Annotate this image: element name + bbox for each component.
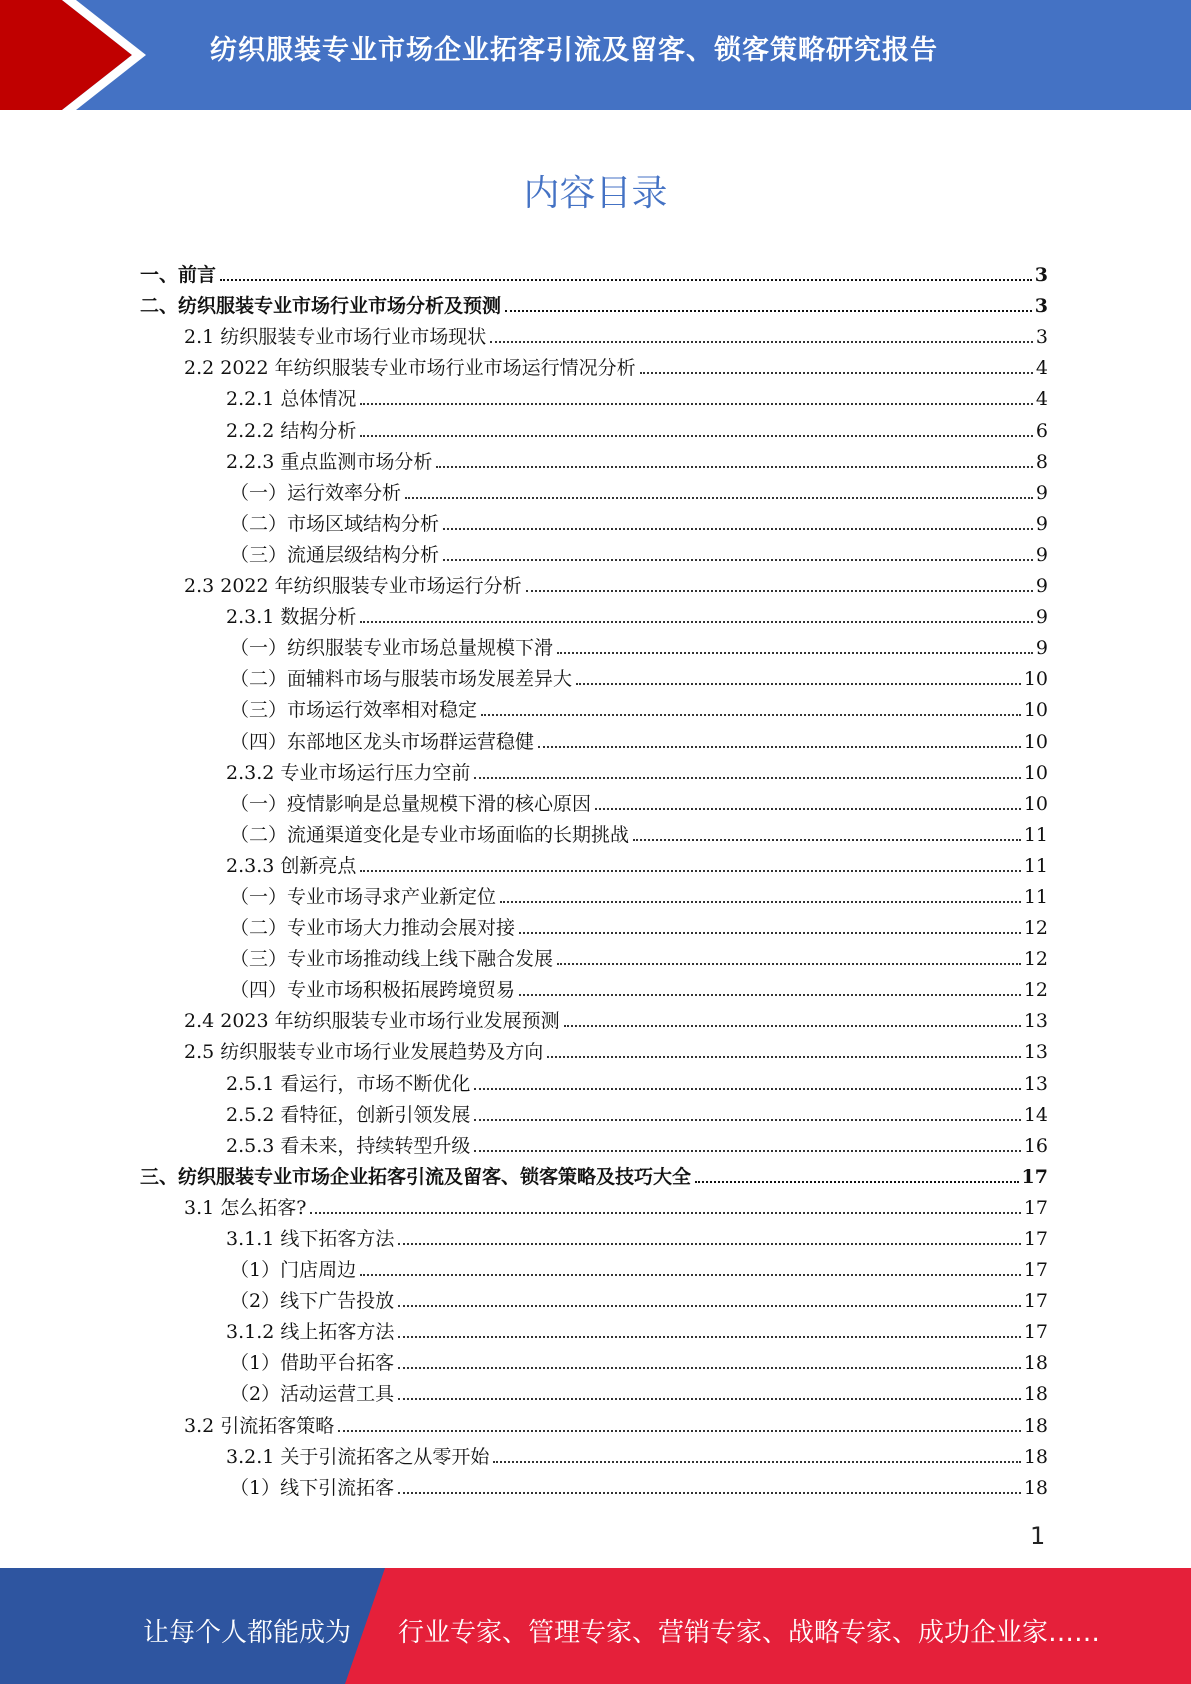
toc-entry-page: 17 (1023, 1196, 1048, 1219)
toc-entry-label: （二）面辅料市场与服装市场发展差异大 (230, 668, 573, 691)
toc-entry-label: 2.3 2022 年纺织服装专业市场运行分析 (184, 575, 522, 598)
toc-entry-label: 2.5.2 看特征，创新引领发展 (226, 1103, 471, 1126)
toc-leader-dots (338, 1430, 1021, 1432)
toc-leader-dots (398, 1243, 1020, 1245)
toc-entry-page: 18 (1023, 1383, 1048, 1406)
toc-entry-label: 2.3.1 数据分析 (226, 606, 357, 629)
toc-leader-dots (360, 403, 1033, 405)
toc-entry-label: 3.1.2 线上拓客方法 (226, 1321, 395, 1344)
toc-entry-page: 10 (1023, 668, 1048, 691)
toc-entry-label: 3.2.1 关于引流拓客之从零开始 (226, 1445, 490, 1468)
toc-entry[interactable] (140, 348, 1048, 379)
toc-entry[interactable] (140, 908, 1048, 939)
page-header (0, 0, 1191, 110)
toc-entry[interactable] (140, 1063, 1048, 1094)
toc-entry-page: 3 (1034, 295, 1048, 318)
toc-entry-page: 9 (1035, 481, 1048, 504)
toc-entry[interactable] (140, 659, 1048, 690)
toc-entry-label: 2.2.2 结构分析 (226, 419, 357, 442)
toc-entry[interactable] (140, 690, 1048, 721)
toc-entry-page: 10 (1023, 792, 1048, 815)
toc-entry-page: 17 (1021, 1165, 1048, 1188)
toc-entry[interactable] (140, 1188, 1048, 1219)
toc-entry-page: 10 (1023, 730, 1048, 753)
toc-entry-label: 2.3.2 专业市场运行压力空前 (226, 761, 471, 784)
toc-entry-page: 9 (1035, 512, 1048, 535)
toc-entry-label: 2.2 2022 年纺织服装专业市场行业市场运行情况分析 (184, 357, 636, 380)
toc-leader-dots (493, 1461, 1020, 1463)
toc-leader-dots (405, 497, 1033, 499)
toc-entry[interactable] (140, 1219, 1048, 1250)
toc-entry[interactable] (140, 410, 1048, 441)
table-of-contents (140, 255, 1048, 1499)
toc-leader-dots (398, 1492, 1021, 1494)
toc-leader-dots (547, 1056, 1021, 1058)
toc-leader-dots (398, 1398, 1021, 1400)
toc-entry-label: 2.1 纺织服装专业市场行业市场现状 (184, 326, 487, 349)
toc-leader-dots (595, 808, 1021, 810)
toc-entry-label: （一）专业市场寻求产业新定位 (230, 885, 497, 908)
toc-entry[interactable] (140, 721, 1048, 752)
toc-entry[interactable] (140, 1126, 1048, 1157)
toc-entry-label: 一、前言 (140, 264, 217, 287)
toc-entry-label: 2.2.3 重点监测市场分析 (226, 450, 433, 473)
toc-entry-page: 11 (1023, 854, 1048, 877)
toc-entry-page: 13 (1023, 1072, 1048, 1095)
toc-leader-dots (500, 901, 1021, 903)
toc-entry-page: 16 (1023, 1134, 1048, 1157)
toc-leader-dots (220, 279, 1032, 281)
toc-entry-page: 10 (1023, 699, 1048, 722)
toc-leader-dots (443, 559, 1033, 561)
toc-entry-label: 2.4 2023 年纺织服装专业市场行业发展预测 (184, 1010, 560, 1033)
toc-entry-page: 11 (1023, 885, 1048, 908)
toc-entry[interactable] (140, 846, 1048, 877)
toc-entry[interactable] (140, 1405, 1048, 1436)
toc-entry-page: 17 (1023, 1228, 1048, 1250)
toc-leader-dots (557, 963, 1021, 965)
toc-entry[interactable] (140, 597, 1048, 628)
toc-entry[interactable] (140, 473, 1048, 504)
report-title: 纺织服装专业市场企业拓客引流及留客、锁客策略研究报告 (210, 35, 938, 66)
toc-entry[interactable] (140, 1095, 1048, 1126)
toc-leader-dots (640, 372, 1033, 374)
toc-entry[interactable] (140, 753, 1048, 784)
toc-entry[interactable] (140, 1374, 1048, 1405)
toc-leader-dots (443, 528, 1033, 530)
toc-entry[interactable] (140, 1437, 1048, 1468)
toc-leader-dots (398, 1367, 1021, 1369)
toc-entry-label: 二、纺织服装专业市场行业市场分析及预测 (140, 295, 502, 318)
toc-leader-dots (526, 590, 1033, 592)
toc-leader-dots (576, 683, 1021, 685)
toc-entry-page: 4 (1035, 388, 1048, 411)
toc-entry-label: （四）专业市场积极拓展跨境贸易 (230, 979, 516, 1002)
toc-leader-dots (695, 1181, 1019, 1183)
toc-entry[interactable] (140, 566, 1048, 597)
toc-entry[interactable] (140, 1343, 1048, 1374)
toc-leader-dots (490, 341, 1033, 343)
toc-entry-page: 13 (1023, 1010, 1048, 1033)
toc-entry[interactable] (140, 628, 1048, 659)
toc-leader-dots (310, 1212, 1020, 1214)
toc-entry-page: 18 (1023, 1445, 1048, 1468)
toc-entry-label: （三）专业市场推动线上线下融合发展 (230, 948, 554, 971)
toc-entry-label: 3.1 怎么拓客? (184, 1196, 307, 1219)
header-arrow-decoration (0, 0, 160, 110)
toc-entry-page: 12 (1023, 948, 1048, 971)
toc-entry-page: 3 (1035, 326, 1048, 349)
page-number: 1 (1030, 1522, 1046, 1550)
toc-entry-label: （1）门店周边 (230, 1259, 357, 1282)
toc-entry[interactable] (140, 1032, 1048, 1063)
toc-entry-page: 18 (1023, 1352, 1048, 1375)
toc-entry-page: 3 (1034, 264, 1048, 287)
toc-entry[interactable] (140, 1250, 1048, 1281)
toc-leader-dots (360, 435, 1033, 437)
toc-entry-label: （1）线下引流拓客 (230, 1476, 395, 1499)
toc-entry-page: 9 (1035, 606, 1048, 629)
toc-entry[interactable] (140, 939, 1048, 970)
toc-entry-label: 2.5.3 看未来，持续转型升级 (226, 1134, 471, 1157)
toc-leader-dots (398, 1336, 1020, 1338)
toc-entry-label: （一）疫情影响是总量规模下滑的核心原因 (230, 792, 592, 815)
toc-entry-page: 13 (1023, 1041, 1048, 1064)
toc-entry-page: 18 (1023, 1476, 1048, 1499)
toc-leader-dots (505, 310, 1032, 312)
toc-leader-dots (519, 994, 1021, 996)
toc-leader-dots (538, 746, 1021, 748)
toc-entry-label: （二）流通渠道变化是专业市场面临的长期挑战 (230, 823, 630, 846)
toc-entry-page: 6 (1035, 419, 1048, 442)
toc-entry-page: 14 (1023, 1103, 1048, 1126)
toc-leader-dots (481, 714, 1021, 716)
toc-entry-label: 3.1.1 线下拓客方法 (226, 1228, 395, 1250)
toc-leader-dots (474, 1119, 1020, 1121)
toc-entry-label: （四）东部地区龙头市场群运营稳健 (230, 730, 535, 753)
toc-entry-page: 4 (1035, 357, 1048, 380)
toc-entry-page: 17 (1023, 1321, 1048, 1344)
footer-slogan-right: 行业专家、管理专家、营销专家、战略专家、成功企业家…… (398, 1618, 1101, 1648)
toc-entry-label: （1）借助平台拓客 (230, 1352, 395, 1375)
toc-entry-page: 17 (1023, 1290, 1048, 1313)
toc-entry[interactable] (140, 255, 1048, 286)
toc-entry[interactable] (140, 970, 1048, 1001)
toc-leader-dots (474, 1088, 1020, 1090)
toc-leader-dots (557, 652, 1033, 654)
toc-entry-label: （一）纺织服装专业市场总量规模下滑 (230, 637, 554, 660)
toc-leader-dots (474, 1150, 1020, 1152)
toc-entry-page: 9 (1035, 575, 1048, 598)
toc-entry[interactable] (140, 1281, 1048, 1312)
toc-entry[interactable] (140, 317, 1048, 348)
toc-entry[interactable] (140, 286, 1048, 317)
toc-entry-label: 3.2 引流拓客策略 (184, 1414, 335, 1437)
page-footer (0, 1568, 1191, 1684)
toc-entry[interactable] (140, 535, 1048, 566)
toc-entry-page: 17 (1023, 1259, 1048, 1282)
toc-entry-page: 12 (1023, 917, 1048, 940)
toc-entry[interactable] (140, 1468, 1048, 1499)
toc-entry-label: 2.3.3 创新亮点 (226, 854, 357, 877)
toc-entry-label: （二）市场区域结构分析 (230, 512, 440, 535)
toc-entry-page: 12 (1023, 979, 1048, 1002)
toc-entry[interactable] (140, 1312, 1048, 1343)
toc-entry-page: 9 (1035, 543, 1048, 566)
toc-entry-page: 18 (1023, 1414, 1048, 1437)
toc-entry[interactable] (140, 784, 1048, 815)
toc-entry-label: 2.2.1 总体情况 (226, 388, 357, 411)
toc-entry[interactable] (140, 877, 1048, 908)
toc-entry[interactable] (140, 1157, 1048, 1188)
toc-entry-label: （2）线下广告投放 (230, 1290, 395, 1313)
toc-leader-dots (474, 777, 1020, 779)
toc-leader-dots (360, 621, 1033, 623)
toc-heading: 内容目录 (523, 173, 668, 214)
toc-leader-dots (360, 1274, 1021, 1276)
toc-entry-label: （三）流通层级结构分析 (230, 543, 440, 566)
toc-leader-dots (360, 870, 1020, 872)
toc-leader-dots (633, 839, 1021, 841)
toc-entry-page: 8 (1035, 450, 1048, 473)
footer-slogan-left: 让每个人都能成为 (143, 1618, 352, 1648)
toc-entry-label: （一）运行效率分析 (230, 481, 402, 504)
toc-entry[interactable] (140, 504, 1048, 535)
toc-entry-label: 2.5 纺织服装专业市场行业发展趋势及方向 (184, 1041, 544, 1064)
toc-entry-label: 2.5.1 看运行，市场不断优化 (226, 1072, 471, 1095)
toc-leader-dots (564, 1025, 1021, 1027)
toc-entry-page: 10 (1023, 761, 1048, 784)
toc-entry[interactable] (140, 442, 1048, 473)
toc-entry-page: 9 (1035, 637, 1048, 660)
toc-entry-page: 11 (1023, 823, 1048, 846)
toc-entry-label: （二）专业市场大力推动会展对接 (230, 917, 516, 940)
toc-entry-label: （2）活动运营工具 (230, 1383, 395, 1406)
toc-leader-dots (436, 466, 1033, 468)
toc-leader-dots (398, 1305, 1021, 1307)
toc-entry-label: 三、纺织服装专业市场企业拓客引流及留客、锁客策略及技巧大全 (140, 1165, 692, 1188)
toc-entry-label: （三）市场运行效率相对稳定 (230, 699, 478, 722)
toc-entry[interactable] (140, 815, 1048, 846)
toc-entry[interactable] (140, 379, 1048, 410)
toc-leader-dots (519, 932, 1021, 934)
toc-entry[interactable] (140, 1001, 1048, 1032)
